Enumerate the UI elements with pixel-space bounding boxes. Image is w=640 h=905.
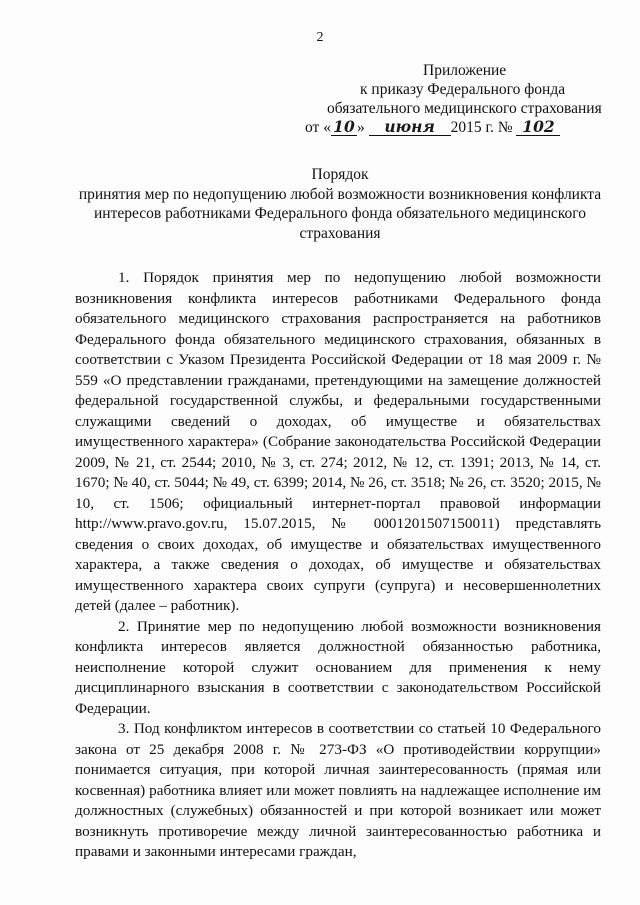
paragraph-3: 3. Под конфликтом интересов в соответствии со статьей 10 Федерального закона от 25 декабря 2008 г. № 273-ФЗ «О противодействии коррупции» понимается ситуация, при которой личная заинтересованность (прямая или косвенная) работника влияет или может повлиять на надлежащее исполнение им должностных (служебных) обязанностей и при которой возникает или может возникнуть противоречие между личной заинтересованностью работника и правами и законными интересами граждан,	[75, 720, 601, 860]
document-heading: Порядок	[311, 166, 369, 183]
date-prefix: от «	[305, 119, 331, 136]
paragraph-1: 1. Порядок принятия мер по недопущению любой возможности возникновения конфликта интересов работниками Федерального фонда обязательного медицинского страхования распространяется на работников Федерального фонда обязательного медицинского страхования, обязанных в соответствии с Указом Президента Российской Федерации от 18 мая 2009 г. № 559 «О представлении гражданами, претендующими на замещение должностей федеральной государственной службы, и федеральными государственными служащими сведений о доходах, об имуществе и обязательствах имущественного характера» (Собрание законодательства Российской Федерации 2009, № 21, ст. 2544; 2010, № 3, ст. 274; 2012, № 12, ст. 1391; 2013, № 14, ст. 1670; № 40, ст. 5044; № 49, ст. 6399; 2014, № 26, ст. 3518; № 26, ст. 3520; 2015, № 10, ст. 1506; официальный интернет-портал правовой информации http://www.pravo.gov.ru, 15.07.2015, № 0001201507150011) представлять сведения о своих доходах, об имуществе и обязательствах имущественного характера, а также сведения о доходах, об имуществе и обязательствах имущественного характера своих супруги (супруга) и несовершеннолетних детей (далее – работник).	[75, 269, 601, 614]
date-year: 2015 г.	[450, 119, 494, 136]
document-body	[75, 268, 601, 863]
order-number-prefix: №	[497, 119, 513, 136]
document-title-block	[60, 165, 620, 243]
annex-fund-name: обязательного медицинского страхования	[327, 100, 602, 117]
handwritten-order-number: 102	[516, 119, 560, 136]
page-number: 2	[316, 30, 324, 45]
annex-title: Приложение	[423, 62, 507, 79]
annex-date-line	[305, 118, 640, 137]
document-subtitle: принятия мер по недопущению любой возможности возникновения конфликта интересов работниками Федерального фонда обязательного медицинского страхования	[78, 185, 602, 242]
handwritten-day: 10	[331, 119, 357, 136]
paragraph-2: 2. Принятие мер по недопущению любой возможности возникновения конфликта интересов является должностной обязанностью работника, неисполнение которой служит основанием для применения к нему дисциплинарного взыскания в соответствии с законодательством Российской Федерации.	[75, 617, 601, 717]
handwritten-month: июня	[369, 119, 451, 136]
annex-order-reference: к приказу Федерального фонда	[360, 81, 566, 98]
date-day-close: »	[356, 119, 365, 136]
